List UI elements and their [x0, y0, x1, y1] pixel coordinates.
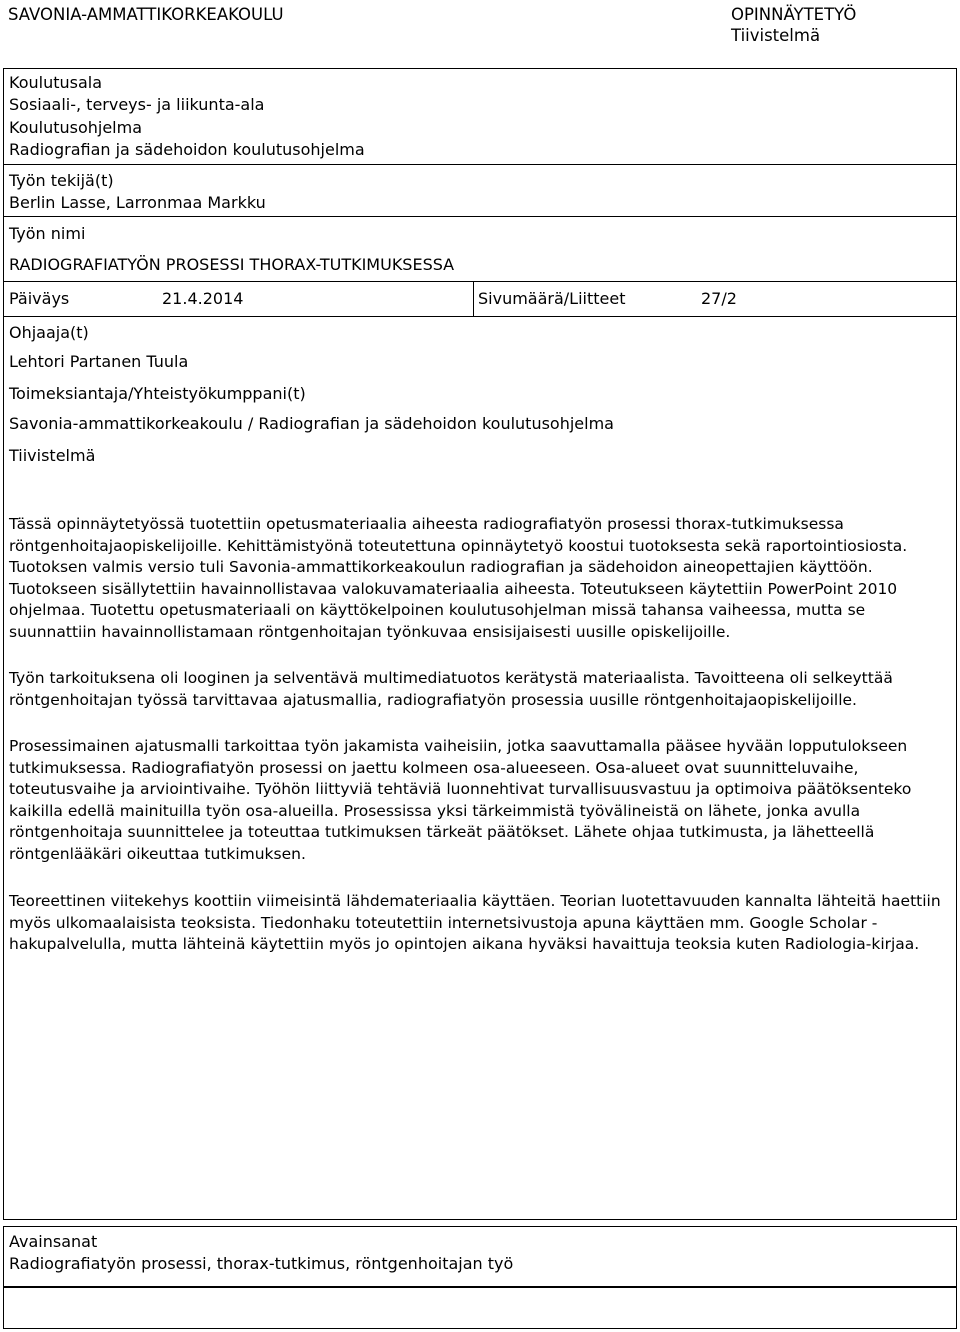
- supervisor-value: Lehtori Partanen Tuula: [9, 352, 189, 371]
- abstract-paragraph-2: Työn tarkoituksena oli looginen ja selventävä multimediatuotos kerätystä materiaalista. Tavoitteena oli selkeyttää röntgenhoitajan työssä tarvittavaa ajatusmallia, radiografiatyön prosessia uusille röntgenhoitajaopiskelijoille.: [9, 669, 893, 709]
- document-type: OPINNÄYTETYÖ: [731, 5, 857, 24]
- supervisor-label: Ohjaaja(t): [9, 323, 89, 342]
- separator-after-authors: [3, 216, 957, 217]
- pages-value: 27/2: [701, 289, 737, 308]
- school-name: SAVONIA-AMMATTIKORKEAKOULU: [8, 5, 284, 24]
- abstract-paragraph-3: Prosessimainen ajatusmalli tarkoittaa työn jakamista vaiheisiin, jotka saavuttamalla pääsee hyvään lopputulokseen tutkimuksessa. Radiografiatyön prosessi on jaettu kolmeen osa-alueeseen. Osa-alueet ovat suunnitteluvaihe, toteutusvaihe ja arviointivaihe. Työhön liittyviä tehtäviä luonnehtivat turvallisuusvastuu ja optimoiva päätöksenteko kaikilla edellä mainituilla työn osa-alueilla. Prosessissa yksi tärkeimmistä työvälineistä on lähete, jonka avulla röntgenhoitaja suunnittelee ja toteuttaa tutkimuksen tärkeät päätökset. Lähete ohjaa tutkimusta, ja lähetteellä röntgenlääkäri oikeuttaa tutkimuksen.: [9, 737, 912, 863]
- abstract-form-box: [3, 68, 957, 1220]
- separator-after-date-row: [3, 316, 957, 317]
- keywords-value: Radiografiatyön prosessi, thorax-tutkimus, röntgenhoitajan työ: [9, 1254, 514, 1273]
- empty-bottom-box: [3, 1287, 957, 1329]
- abstract-paragraph-4: Teoreettinen viitekehys koottiin viimeisintä lähdemateriaalia käyttäen. Teorian luotettavuuden kannalta lähteitä haettiin myös ulkomaalaisista teoksista. Tiedonhaku toteutettiin internetsivustoja apuna käyttäen mm. Google Scholar -hakupalvelulla, mutta lähteinä käytettiin myös jo opintojen aikana hyväksi havaittuja teoksia kuten Radiologia-kirjaa.: [9, 892, 941, 953]
- separator-after-program: [3, 164, 957, 165]
- authors-label: Työn tekijä(t): [9, 171, 114, 190]
- work-title-label: Työn nimi: [9, 224, 86, 243]
- client-label: Toimeksiantaja/Yhteistyökumppani(t): [9, 384, 306, 403]
- abstract-label: Tiivistelmä: [9, 446, 96, 465]
- work-title-value: RADIOGRAFIATYÖN PROSESSI THORAX-TUTKIMUKSESSA: [9, 255, 455, 274]
- date-label: Päiväys: [9, 289, 70, 308]
- abstract-paragraph-1: Tässä opinnäytetyössä tuotettiin opetusmateriaalia aiheesta radiografiatyön prosessi thorax-tutkimuksessa röntgenhoitajaopiskelijoille. Kehittämistyönä toteutettuna opinnäytetyö koostui tuotoksesta sekä raportointiosiosta. Tuotoksen valmis versio tuli Savonia-ammattikorkeakoulun radiografian ja sädehoidon aineopettajien käyttöön. Tuotokseen sisällytettiin havainnollistavaa valokuvamateriaalia aiheesta. Toteutukseen käytettiin PowerPoint 2010 ohjelmaa. Tuotettu opetusmateriaali on käyttökelpoinen koulutusohjelman missä tahansa vaiheessa, mutta se suunnattiin havainnollistamaan röntgenhoitajan työnkuvaa ensisijaisesti uusille opiskelijoille.: [9, 515, 908, 641]
- client-value: Savonia-ammattikorkeakoulu / Radiografian ja sädehoidon koulutusohjelma: [9, 414, 614, 433]
- field-label: Koulutusala: [9, 73, 103, 92]
- document-subtype: Tiivistelmä: [731, 26, 821, 45]
- program-value: Radiografian ja sädehoidon koulutusohjelma: [9, 140, 365, 159]
- pages-label: Sivumäärä/Liitteet: [478, 289, 626, 308]
- program-label: Koulutusohjelma: [9, 118, 143, 137]
- date-value: 21.4.2014: [162, 289, 244, 308]
- keywords-label: Avainsanat: [9, 1232, 98, 1251]
- field-value: Sosiaali-, terveys- ja liikunta-ala: [9, 95, 265, 114]
- date-pages-divider: [473, 281, 474, 316]
- separator-after-title: [3, 281, 957, 282]
- authors-value: Berlin Lasse, Larronmaa Markku: [9, 193, 266, 212]
